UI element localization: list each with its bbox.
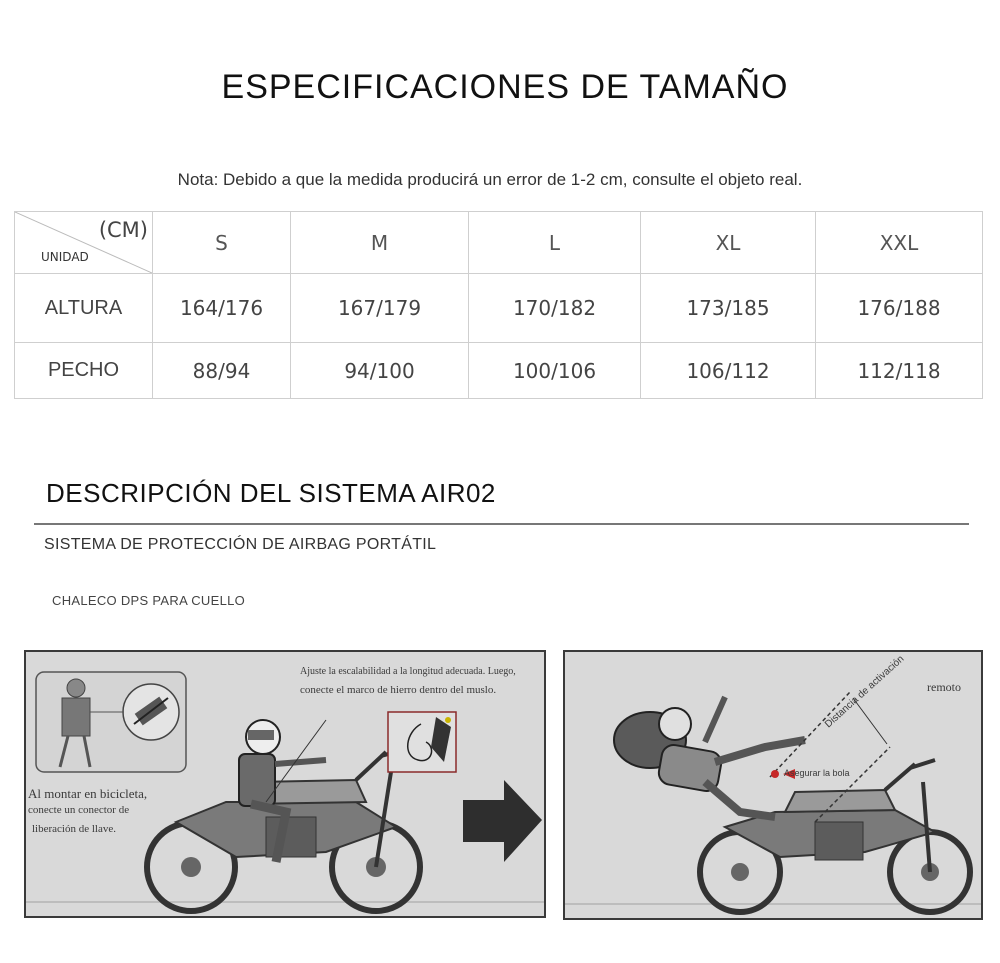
- vest-label: CHALECO DPS PARA CUELLO: [52, 593, 246, 608]
- adjust-instruction-2: conecte el marco de hierro dentro del muslo.: [300, 684, 497, 696]
- size-header-cell: XL: [641, 212, 816, 274]
- size-table: [14, 211, 983, 399]
- adjust-instruction-1: Ajuste la escalabilidad a la longitud adecuada. Luego,: [300, 666, 516, 677]
- table-cell: 88/94: [153, 343, 291, 399]
- arrow-right-icon: [463, 780, 542, 862]
- ride-instruction-1: Al montar en bicicleta,: [28, 786, 148, 801]
- activation-distance-label: Distancia de activación: [823, 653, 907, 731]
- section-subtitle: SISTEMA DE PROTECCIÓN DE AIRBAG PORTÁTIL: [44, 536, 437, 553]
- table-cell: 94/100: [291, 343, 469, 399]
- ride-instruction-3: liberación de llave.: [32, 823, 116, 835]
- table-cell: 112/118: [816, 343, 983, 399]
- table-cell: 173/185: [641, 274, 816, 343]
- size-header-cell: XXL: [816, 212, 983, 274]
- size-header-row: [15, 212, 983, 274]
- table-cell: 176/188: [816, 274, 983, 343]
- airbag-deploy-illustration: [565, 652, 981, 918]
- size-header-cell: M: [291, 212, 469, 274]
- unit-label: UNIDAD: [41, 250, 89, 264]
- size-header-cell: S: [153, 212, 291, 274]
- illustration-airbag-deploy: [563, 650, 983, 920]
- page-title: ESPECIFICACIONES DE TAMAÑO: [221, 68, 789, 106]
- ride-instruction-2: conecte un conector de: [28, 804, 130, 816]
- secure-ball-icon: [771, 770, 779, 778]
- section-title: DESCRIPCIÓN DEL SISTEMA AIR02: [46, 478, 496, 508]
- row-label: ALTURA: [15, 274, 153, 343]
- secure-ball-label: Asegurar la bola: [784, 768, 850, 778]
- unit-corner-cell: [15, 212, 153, 274]
- table-cell: 100/106: [469, 343, 641, 399]
- table-cell: 167/179: [291, 274, 469, 343]
- table-row: [15, 274, 983, 343]
- size-header-cell: L: [469, 212, 641, 274]
- table-row: [15, 343, 983, 399]
- table-cell: 106/112: [641, 343, 816, 399]
- unit-cm-label: (CM): [98, 218, 148, 242]
- table-cell: 170/182: [469, 274, 641, 343]
- measurement-note: Nota: Debido a que la medida producirá un error de 1-2 cm, consulte el objeto real.: [177, 170, 803, 189]
- remote-label: remoto: [927, 680, 961, 694]
- illustration-rider-connect: [24, 650, 546, 918]
- row-label: PECHO: [15, 343, 153, 399]
- table-cell: 164/176: [153, 274, 291, 343]
- section-divider: [34, 523, 969, 525]
